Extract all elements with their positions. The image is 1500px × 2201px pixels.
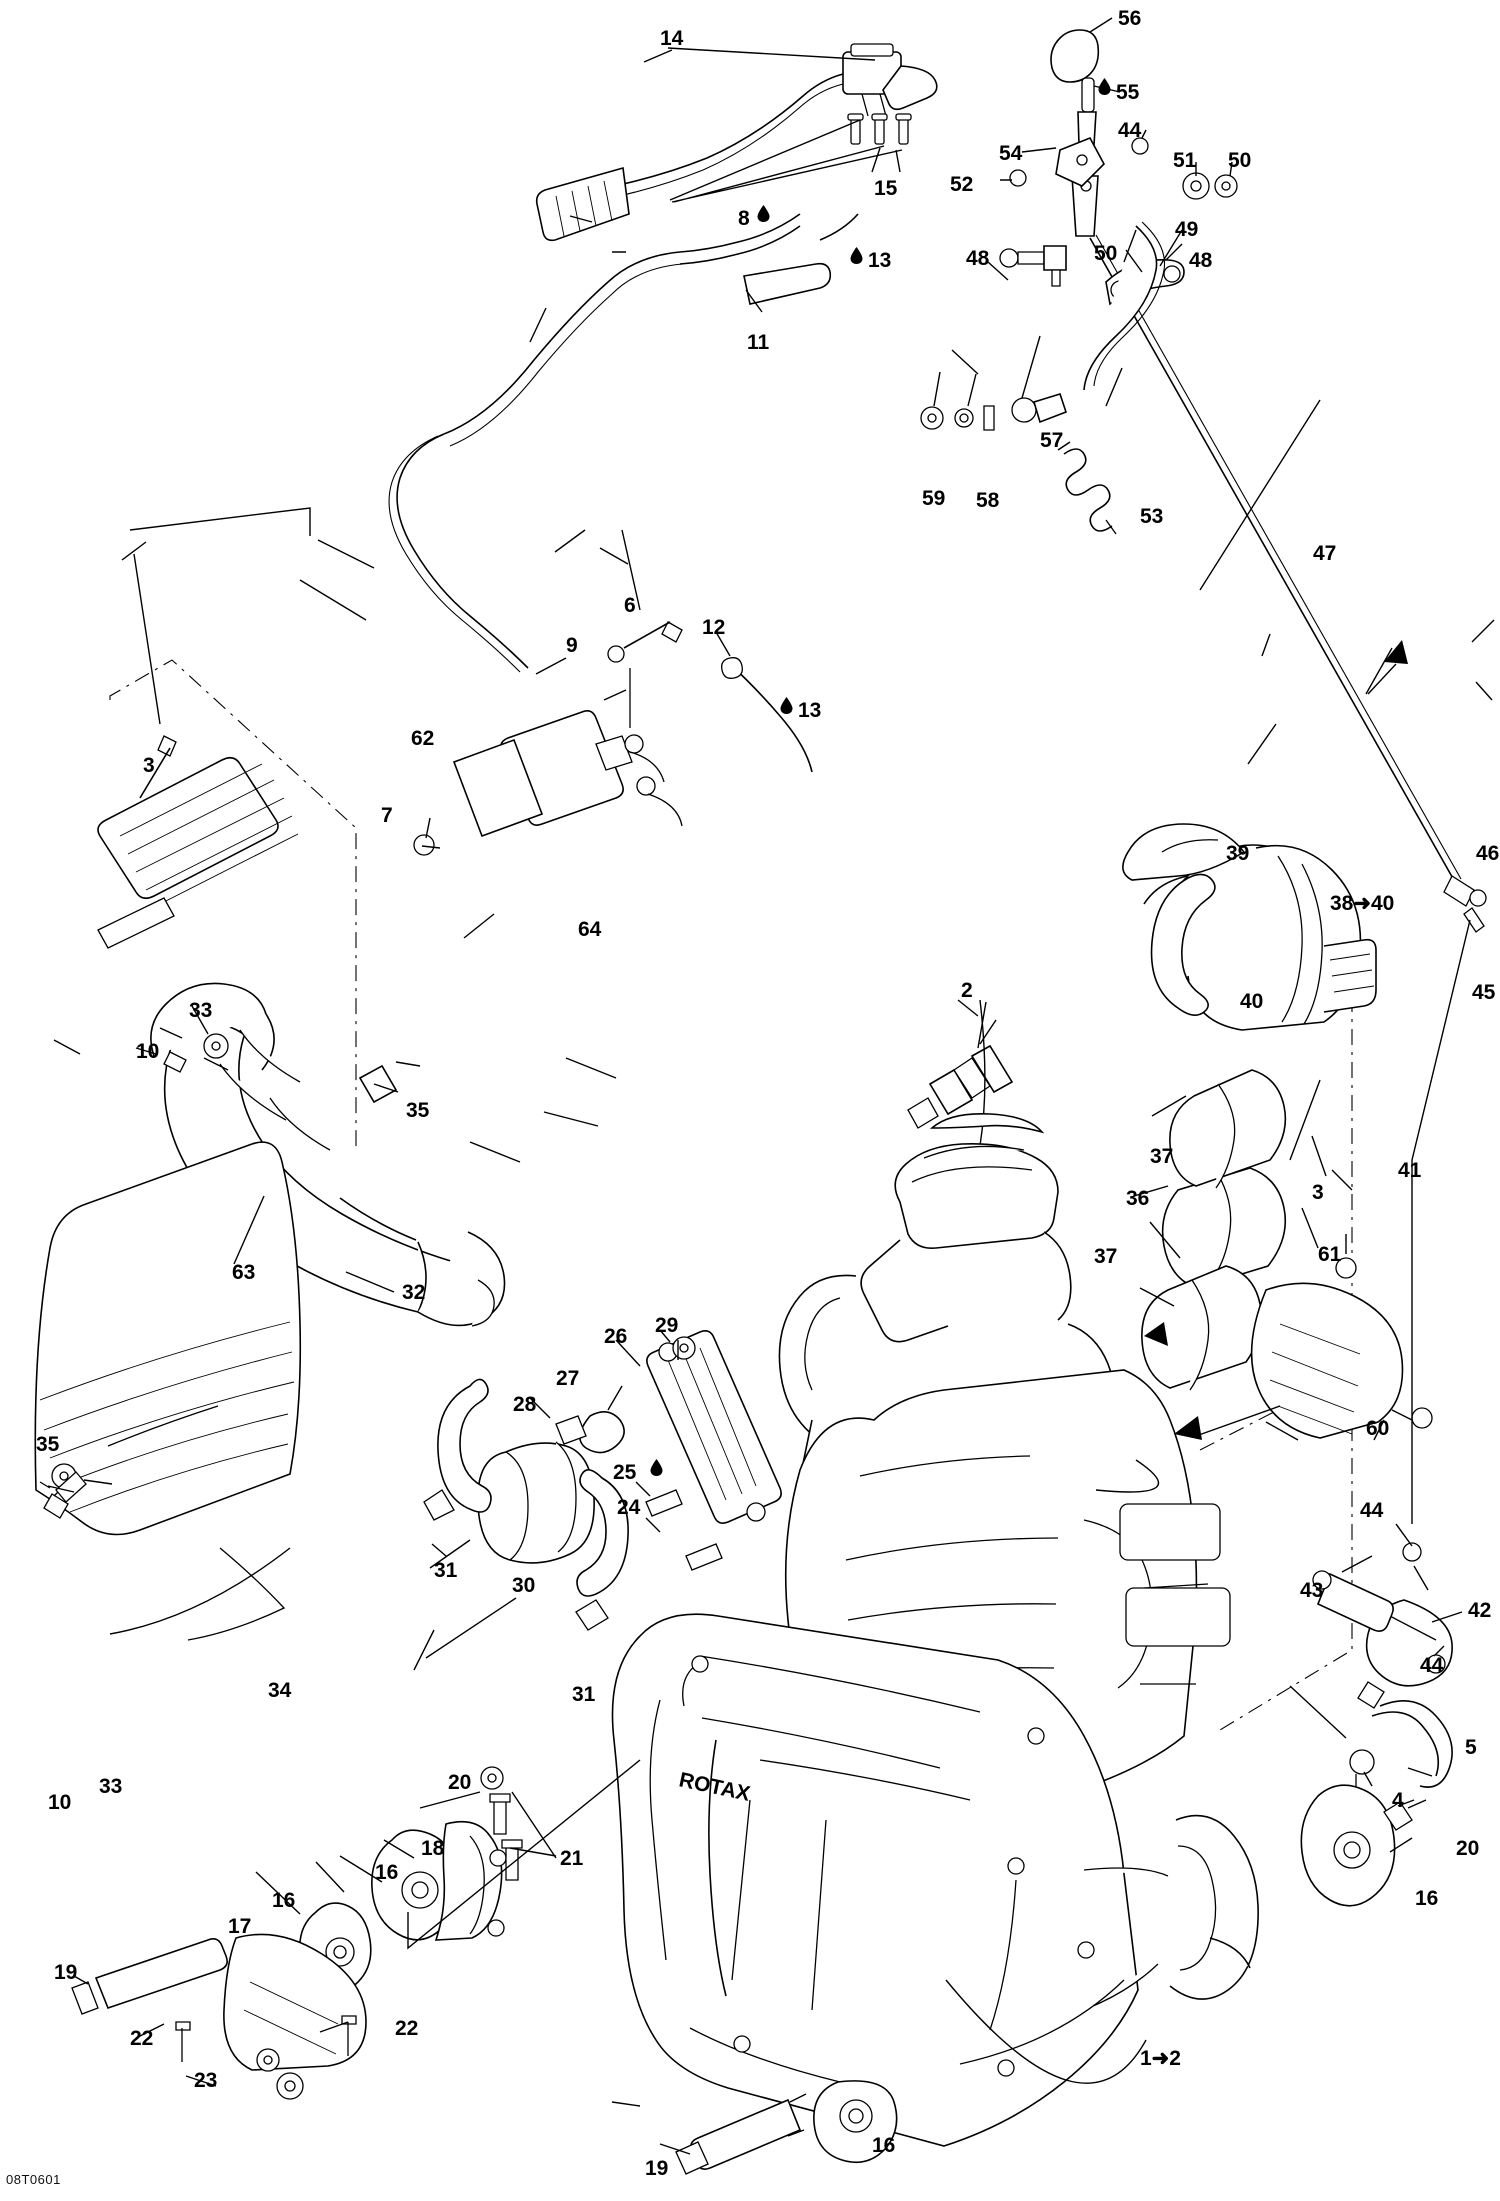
callout-29: 29	[655, 1314, 679, 1337]
callout-43: 43	[1300, 1579, 1324, 1602]
callout-49: 49	[1175, 218, 1199, 241]
callout-44-b: 44	[1360, 1499, 1384, 1522]
callout-55: 55	[1116, 81, 1140, 104]
oil-drop-icon-55	[1098, 78, 1111, 95]
callout-22-a: 22	[130, 2027, 154, 2050]
callout-51: 51	[1173, 149, 1197, 172]
callout-52: 52	[950, 173, 974, 196]
callout-15: 15	[874, 177, 898, 200]
callout-62: 62	[411, 727, 435, 750]
callout-27: 27	[556, 1367, 580, 1390]
callout-34: 34	[268, 1679, 292, 1702]
callout-5: 5	[1465, 1736, 1477, 1759]
callout-6: 6	[624, 594, 636, 617]
callout-35-b: 35	[36, 1433, 60, 1456]
callout-14: 14	[660, 27, 684, 50]
callout-30: 30	[512, 1574, 536, 1597]
document-code: 08T0601	[6, 2172, 61, 2187]
callout-31-a: 31	[434, 1559, 458, 1582]
callout-22-b: 22	[395, 2017, 419, 2040]
callout-9: 9	[566, 634, 578, 657]
callout-39: 39	[1226, 842, 1250, 865]
callout-41: 41	[1398, 1159, 1422, 1182]
callout-16-b: 16	[272, 1889, 296, 1912]
callout-37-a: 37	[1150, 1145, 1174, 1168]
callout-3-right: 3	[1312, 1181, 1324, 1204]
oil-drop-icon-25	[650, 1459, 663, 1476]
callout-48-b: 48	[1189, 249, 1213, 272]
callout-16-c: 16	[872, 2134, 896, 2157]
callout-21: 21	[560, 1847, 584, 1870]
callout-12: 12	[702, 616, 726, 639]
callout-56: 56	[1118, 7, 1142, 30]
callout-18: 18	[421, 1837, 445, 1860]
brake-lever-assembly	[537, 44, 937, 240]
callout-63: 63	[232, 1261, 256, 1284]
callout-26: 26	[604, 1325, 628, 1348]
callout-10-b: 10	[48, 1791, 72, 1814]
callout-13-b: 13	[798, 699, 822, 722]
callout-46: 46	[1476, 842, 1500, 865]
callout-20-left: 20	[448, 1771, 472, 1794]
callout-57: 57	[1040, 429, 1064, 452]
callout-13-a: 13	[868, 249, 892, 272]
oil-drop-icon-13a	[850, 247, 863, 264]
callout-20-right: 20	[1456, 1837, 1480, 1860]
callout-50-b: 50	[1094, 242, 1118, 265]
callout-28: 28	[513, 1393, 537, 1416]
callout-23: 23	[194, 2069, 218, 2092]
callout-38-40: 38➜40	[1330, 892, 1395, 915]
callout-3-left: 3	[143, 754, 155, 777]
callout-35-a: 35	[406, 1099, 430, 1122]
callout-37-b: 37	[1094, 1245, 1118, 1268]
oil-drop-icon-8	[757, 205, 770, 222]
callout-25: 25	[613, 1461, 637, 1484]
callout-60: 60	[1366, 1417, 1390, 1440]
callout-42: 42	[1468, 1599, 1492, 1622]
callout-32: 32	[402, 1281, 426, 1304]
hose-5-fitting-4	[1290, 1682, 1452, 1790]
callout-64: 64	[578, 918, 602, 941]
callout-44-upper: 44	[1118, 119, 1142, 142]
callout-47: 47	[1313, 542, 1337, 565]
callout-61: 61	[1318, 1243, 1342, 1266]
callout-48-a: 48	[966, 247, 990, 270]
callout-50-a: 50	[1228, 149, 1252, 172]
callout-54: 54	[999, 142, 1023, 165]
oil-drop-icon-13b	[780, 697, 793, 714]
vent-hose-assembly	[389, 214, 858, 772]
callout-8: 8	[738, 207, 750, 230]
callout-19-a: 19	[54, 1961, 78, 1984]
callout-58: 58	[976, 489, 1000, 512]
pulley-right	[1301, 1785, 1426, 1906]
callout-10-a: 10	[136, 1040, 160, 1063]
callout-16-a: 16	[375, 1861, 399, 1884]
callout-36: 36	[1126, 1187, 1150, 1210]
left-mount-assembly	[72, 1760, 690, 2154]
callout-33-a: 33	[189, 999, 213, 1022]
callout-45: 45	[1472, 981, 1496, 1004]
callout-11: 11	[747, 331, 770, 354]
callout-19-b: 19	[645, 2157, 669, 2180]
callout-16-right: 16	[1415, 1887, 1439, 1910]
callout-2: 2	[961, 979, 973, 1002]
callout-4: 4	[1392, 1789, 1404, 1812]
callout-59: 59	[922, 487, 946, 510]
callout-44-c: 44	[1420, 1654, 1444, 1677]
callout-24: 24	[617, 1496, 641, 1519]
callout-1-2: 1➜2	[1140, 2047, 1181, 2070]
callout-31-b: 31	[572, 1683, 596, 1706]
callout-17: 17	[228, 1915, 252, 1938]
callout-53: 53	[1140, 505, 1164, 528]
callout-40: 40	[1240, 990, 1264, 1013]
callout-7: 7	[381, 804, 393, 827]
callout-33-b: 33	[99, 1775, 123, 1798]
engine-brand-text: ROTAX	[676, 1768, 753, 1806]
